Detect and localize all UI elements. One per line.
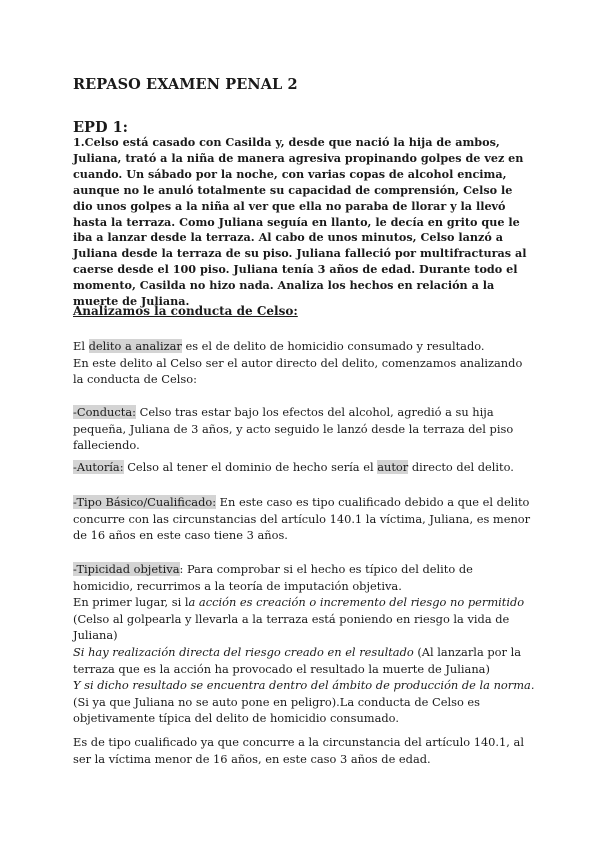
highlight-delito-a-analizar: delito a analizar xyxy=(88,339,182,353)
highlight-tipo-basico: -Tipo Básico/Cualificado: xyxy=(73,495,217,509)
paragraph-tipicidad-objetiva xyxy=(73,561,535,727)
highlight-autoria: -Autoría: xyxy=(73,460,124,474)
document-title: REPASO EXAMEN PENAL 2 xyxy=(73,76,298,93)
paragraph-conducta xyxy=(73,404,535,454)
italic-text: Si hay realización directa del riesgo creado en el resultado xyxy=(73,644,414,659)
text: Celso tras estar bajo los efectos del alcohol, agredió a su hija pequeña, Juliana de 3 años, y acto seguido le lanzó desde la terraza del piso falleciendo. xyxy=(73,405,514,453)
text: es el de delito de homicidio consumado y resultado. xyxy=(181,339,485,353)
epd-heading: EPD 1: xyxy=(73,119,129,136)
text: El xyxy=(73,339,89,353)
italic-text: Y si dicho resultado se encuentra dentro del ámbito de producción de la norma. xyxy=(73,678,535,693)
text: En primer lugar, si l xyxy=(73,595,189,610)
text: (Al lanzarla por la terraza que es la acción ha provocado el resultado la muerte de Juliana) xyxy=(73,644,521,676)
highlight-tipicidad-objetiva: -Tipicidad objetiva xyxy=(73,562,180,576)
text: Celso al tener el dominio de hecho sería el xyxy=(123,460,378,474)
section-heading: Analizamos la conducta de Celso: xyxy=(73,304,298,318)
text: En este caso es tipo cualificado debido a que el delito concurre con las circunstancias del artículo 140.1 la víctima, Juliana, es menor de 16 años en este caso tiene 3 años. xyxy=(73,495,531,543)
paragraph-tipo-basico xyxy=(73,494,535,544)
text: directo del delito. xyxy=(408,460,514,474)
text: En este delito al Celso ser el autor directo del delito, comenzamos analizando la conducta de Celso: xyxy=(73,355,523,387)
highlight-conducta: -Conducta: xyxy=(73,405,136,419)
case-statement: 1.Celso está casado con Casilda y, desde que nació la hija de ambos, Juliana, trató a la niña de manera agresiva propinando golpes de vez en cuando. Un sábado por la noche, con varias copas de alcohol encima, aunque no le anuló totalmente su capacidad de comprensión, Celso le dio unos golpes a la niña al ver que ella no paraba de llorar y la llevó hasta la terraza. Como Juliana seguía en llanto, le decía en grito que le iba a lanzar desde la terraza. Al cabo de unos minutos, Celso lanzó a Juliana desde la terraza de su piso. Juliana falleció por multifracturas al caerse desde el 100 piso. Juliana tenía 3 años de edad. Durante todo el momento, Casilda no hizo nada. Analiza los hechos en relación a la muerte de Juliana. xyxy=(73,135,527,309)
text: (Si ya que Juliana no se auto pone en peligro).La conducta de Celso es objetivamente típica del delito de homicidio consumado. xyxy=(73,694,481,726)
highlight-autor: autor xyxy=(377,460,409,474)
paragraph-autoria xyxy=(73,459,535,476)
text: (Celso al golpearla y llevarla a la terraza está poniendo en riesgo la vida de Juliana) xyxy=(73,611,510,643)
paragraph-cualificado: Es de tipo cualificado ya que concurre a la circunstancia del artículo 140.1, al ser la víctima menor de 16 años, en este caso 3 años de edad. xyxy=(73,735,524,766)
text: : Para comprobar si el hecho es típico del delito de homicidio, recurrimos a la teoría de imputación objetiva. xyxy=(73,562,473,593)
paragraph-delito xyxy=(73,338,535,388)
italic-text: a acción es creación o incremento del riesgo no permitido xyxy=(188,595,525,610)
